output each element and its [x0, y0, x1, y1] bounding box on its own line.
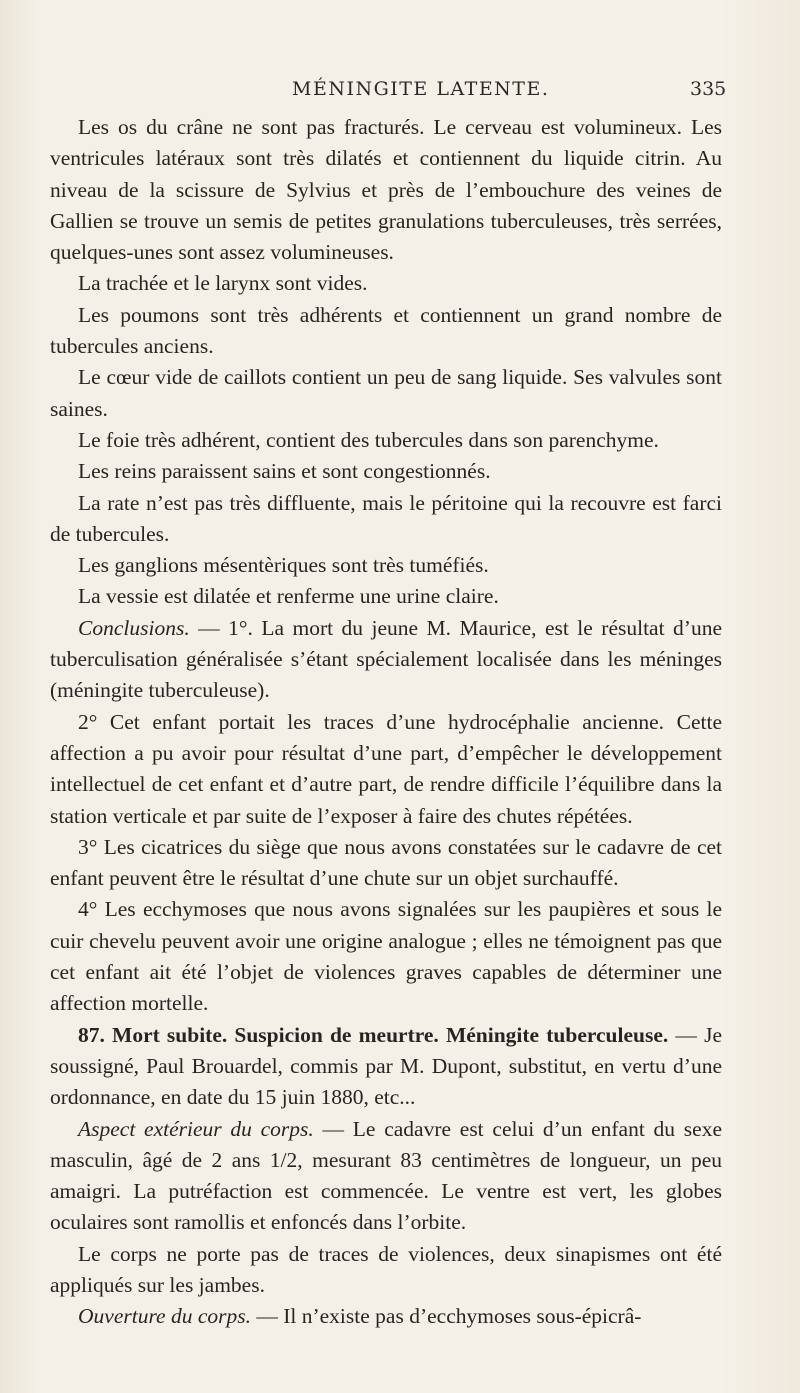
paragraph-bladder: La vessie est dilatée et renferme une urine claire.	[78, 584, 499, 609]
paragraph-skull: Les os du crâne ne sont pas fracturés. Le cerveau est volumineux. Les ventricules latéraux sont très dilatés et contiennent du liquide citrin. Au niveau de la scissure de Sylvius et près de l’embouchure des veines de Gallien se trouve un semis de petites granulations tuberculeuses, très serrées, quelques-unes sont assez volumineuses.	[50, 115, 722, 265]
paragraph-heart: Le cœur vide de caillots contient un peu de sang liquide. Ses valvules sont saines.	[50, 365, 722, 421]
paragraph-liver: Le foie très adhérent, contient des tubercules dans son parenchyme.	[78, 427, 659, 452]
paragraph-no-violence: Le corps ne porte pas de traces de violences, deux sinapismes ont été appliqués sur les jambes.	[50, 1241, 722, 1297]
case-heading: 87. Mort subite. Suspicion de meurtre. Méningite tuberculeuse.	[78, 1022, 669, 1047]
paragraph-conclusion-3: 3° Les cicatrices du siège que nous avons constatées sur le cadavre de cet enfant peuvent être le résultat d’une chute sur un objet surchauffé.	[50, 834, 722, 891]
paragraph-opening: Ouverture du corps. — Il n’existe pas d’ecchymoses sous-épicrâ-	[78, 1304, 642, 1329]
paragraph-kidneys: Les reins paraissent sains et sont congestionnés.	[78, 459, 491, 484]
page-number: 335	[690, 78, 727, 100]
conclusions-lead: Conclusions.	[78, 615, 190, 640]
paragraph-spleen: La rate n’est pas très diffluente, mais le péritoine qui la recouvre est farci de tubercules.	[50, 490, 722, 546]
running-title: MÉNINGITE LATENTE.	[292, 78, 550, 100]
external-aspect-lead: Aspect extérieur du corps.	[78, 1116, 314, 1141]
paragraph-trachea: La trachée et le larynx sont vides.	[78, 271, 368, 296]
paragraph-conclusion-4: 4° Les ecchymoses que nous avons signalées sur les paupières et sous le cuir chevelu peuvent avoir une origine analogue ; elles ne témoignent pas que cet enfant ait été l’objet de violences graves capables de déterminer une affection mortelle.	[50, 897, 722, 1016]
opening-lead: Ouverture du corps.	[78, 1304, 251, 1329]
paragraph-ganglia: Les ganglions mésentèriques sont très tuméfiés.	[78, 553, 489, 578]
paragraph-lungs: Les poumons sont très adhérents et contiennent un grand nombre de tubercules anciens.	[50, 302, 722, 359]
paragraph-conclusions: Conclusions. — 1°. La mort du jeune M. Maurice, est le résultat d’une tuberculisation généralisée s’étant spécialement localisée dans les méninges (méningite tuberculeuse).	[50, 615, 722, 703]
paragraph-external-aspect: Aspect extérieur du corps. — Le cadavre est celui d’un enfant du sexe masculin, âgé de 2 ans 1/2, mesurant 83 centimètres de longueur, un peu amaigri. La putréfaction est commencée. Le ventre est vert, les globes oculaires sont ramollis et enfoncés dans l’orbite.	[50, 1116, 722, 1235]
paragraph-case-87: 87. Mort subite. Suspicion de meurtre. Méningite tuberculeuse. — Je soussigné, Paul Brouardel, commis par M. Dupont, substitut, en vertu d’une ordonnance, en date du 15 juin 1880, etc...	[50, 1022, 722, 1110]
paragraph-conclusion-2: 2° Cet enfant portait les traces d’une hydrocéphalie ancienne. Cette affection a pu avoir pour résultat d’une part, d’empêcher le développement intellectuel de cet enfant et d’autre part, de rendre difficile l’équilibre dans la station verticale et par suite de l’exposer à faire des chutes répétées.	[50, 709, 722, 828]
page-header	[0, 78, 800, 110]
page-body	[50, 112, 722, 1333]
